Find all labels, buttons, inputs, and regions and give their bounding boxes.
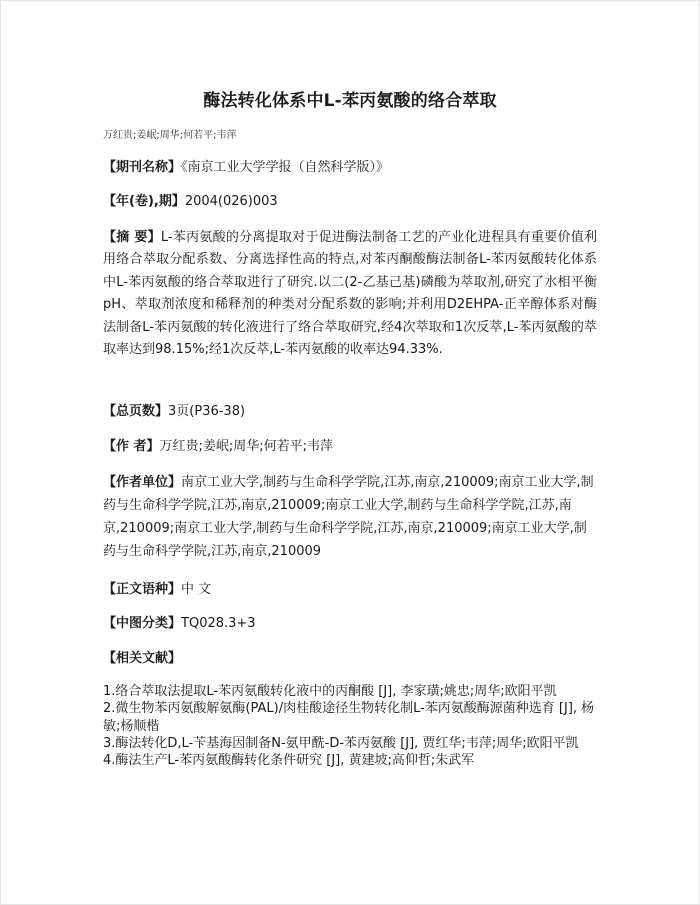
pages-field (103, 401, 597, 422)
classification-field (103, 613, 597, 634)
related-item[interactable]: 2.微生物苯丙氨酸解氨酶(PAL)/肉桂酸途径生物转化制L-苯丙氨酸酶源菌种选育 [J], 杨敏;杨顺楷 (103, 701, 595, 734)
related-heading (103, 648, 597, 669)
year-value: 2004(026)003 (184, 194, 278, 209)
journal-field (103, 157, 597, 178)
related-item[interactable]: 4.酶法生产L-苯丙氨酸酶转化条件研究 [J], 黄建坡;高仰哲;朱武军 (103, 753, 475, 769)
language-field (103, 579, 597, 600)
affiliation-label: 【作者单位】 (103, 475, 182, 490)
related-item[interactable]: 1.络合萃取法提取L-苯丙氨酸转化液中的丙酮酸 [J], 李家璜;姚忠;周华;欧阳平凯 (103, 684, 557, 699)
authors-value: 万红贵;姜岷;周华;何若平;韦萍 (159, 439, 334, 454)
related-list (103, 683, 597, 769)
document-title: 酶法转化体系中L-苯丙氨酸的络合萃取 (203, 91, 497, 111)
abstract-text: L-苯丙氨酸的分离提取对于促进酶法制备工艺的产业化进程具有重要价值利用络合萃取分配系数、分离选择性高的特点,对苯丙酮酸酶法制备L-苯丙氨酸转化体系中L-苯丙氨酸的络合萃取进行了研究.以二(2-乙基己基)磷酸为萃取剂,研究了水相平衡pH、萃取剂浓度和稀释剂的种类对分配系数的影响;并利用D2EHPA-正辛醇体系对酶法制备L-苯丙氨酸的转化液进行了络合萃取研究,经4次萃取和1次反萃,L-苯丙氨酸的萃取率达到98.15%;经1次反萃,L-苯丙氨酸的收率达94.33%. (103, 230, 597, 358)
authors-field (103, 436, 597, 457)
journal-label: 【期刊名称】 (103, 160, 182, 175)
classification-value: TQ028.3+3 (181, 616, 256, 631)
language-value: 中 文 (181, 582, 212, 597)
journal-value: 《南京工业大学学报（自然科学版）》 (181, 160, 390, 175)
language-label: 【正文语种】 (103, 582, 182, 597)
pages-value: 3页(P36-38) (168, 404, 246, 419)
classification-label: 【中图分类】 (103, 616, 182, 631)
pages-label: 【总页数】 (103, 404, 169, 419)
affiliation-field (103, 471, 597, 563)
related-item[interactable]: 3.酶法转化D,L-苄基海因制备N-氨甲酰-D-苯丙氨酸 [J], 贾红华;韦萍;周华;欧阳平凯 (103, 735, 579, 751)
related-label: 【相关文献】 (103, 651, 182, 666)
abstract-field (103, 227, 597, 361)
year-label: 【年(卷),期】 (103, 194, 185, 209)
authors-label: 【作 者】 (103, 439, 160, 454)
affiliation-value: 南京工业大学,制药与生命科学学院,江苏,南京,210009;南京工业大学,制药与生命科学学院,江苏,南京,210009;南京工业大学,制药与生命科学学院,江苏,南京,210009;南京工业大学,制药与生命科学学院,江苏,南京,210009;南京工业大学,制药与生命科学学院,江苏,南京,210009 (103, 475, 594, 559)
header-authors: 万红贵;姜岷;周华;何若平;韦萍 (103, 130, 237, 141)
abstract-label: 【摘 要】 (103, 230, 161, 245)
year-field (103, 191, 597, 212)
